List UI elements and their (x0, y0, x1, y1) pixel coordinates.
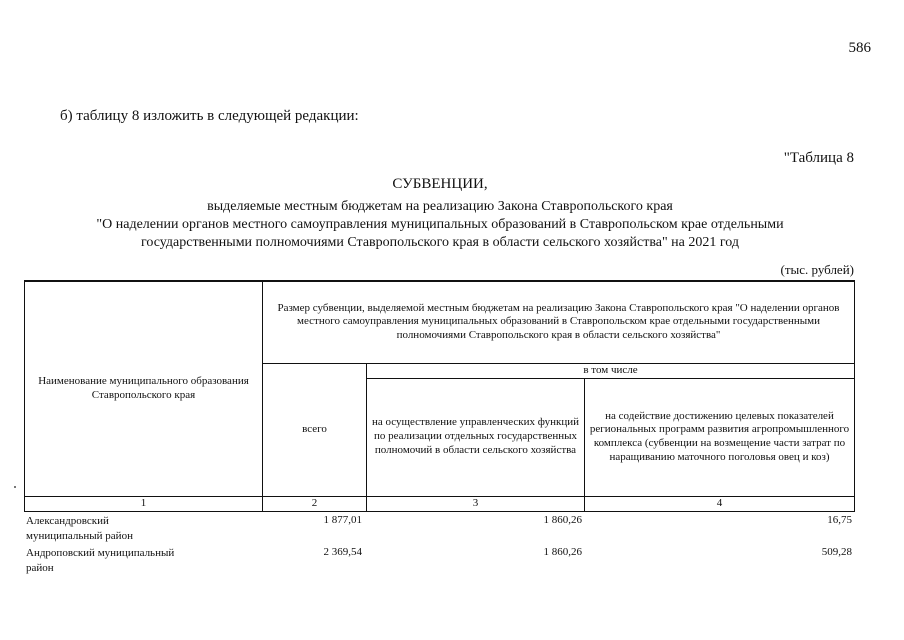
subtitle-line-3: государственными полномочиями Ставропольского края в области сельского хозяйства" на 2021 год (141, 235, 739, 250)
column-number: 3 (367, 496, 585, 511)
subsidy-table (24, 280, 855, 512)
column-number: 2 (263, 496, 367, 511)
municipality-name: Андроповский муниципальный район (26, 547, 175, 574)
header-admin-functions: на осуществление управленческих функций по реализации отдельных государственных полномочий в области сельского хозяйства (367, 378, 585, 496)
subtitle-line-2: "О наделении органов местного самоуправления муниципальных образований в Ставропольском крае отдельными (96, 217, 784, 232)
page-number: 586 (848, 40, 871, 56)
sheep-value: 509,28 (821, 546, 852, 558)
units-label: (тыс. рублей) (780, 262, 854, 277)
header-sheep-goats: на содействие достижению целевых показателей региональных программ развития агропромышленного комплекса (субвенции на возмещение части затрат по наращиванию маточного поголовья овец и коз) (585, 378, 855, 496)
column-number: 1 (25, 496, 263, 511)
total-value: 1 877,01 (323, 514, 362, 526)
header-including: в том числе (367, 363, 855, 378)
header-municipality: Наименование муниципального образования Ставропольского края (25, 281, 263, 496)
header-total: всего (263, 363, 367, 496)
document-title: СУБВЕНЦИИ, (392, 176, 488, 192)
municipality-name: Александровский муниципальный район (26, 515, 133, 542)
header-subsidy-group: Размер субвенции, выделяемой местным бюджетам на реализацию Закона Ставропольского края "О наделении органов местного самоуправления муниципальных образований в Ставропольском крае отдельными государственными полномочиями Ставропольского края в области сельского хозяйства" (263, 281, 855, 363)
instruction-text: б) таблицу 8 изложить в следующей редакции: (60, 108, 359, 124)
total-value: 2 369,54 (323, 546, 362, 558)
admin-value: 1 860,26 (543, 546, 582, 558)
sheep-value: 16,75 (827, 514, 852, 526)
scan-speck (14, 486, 16, 488)
column-number: 4 (585, 496, 855, 511)
subtitle-line-1: выделяемые местным бюджетам на реализацию Закона Ставропольского края (207, 199, 673, 214)
admin-value: 1 860,26 (543, 514, 582, 526)
table-label: "Таблица 8 (783, 150, 854, 166)
